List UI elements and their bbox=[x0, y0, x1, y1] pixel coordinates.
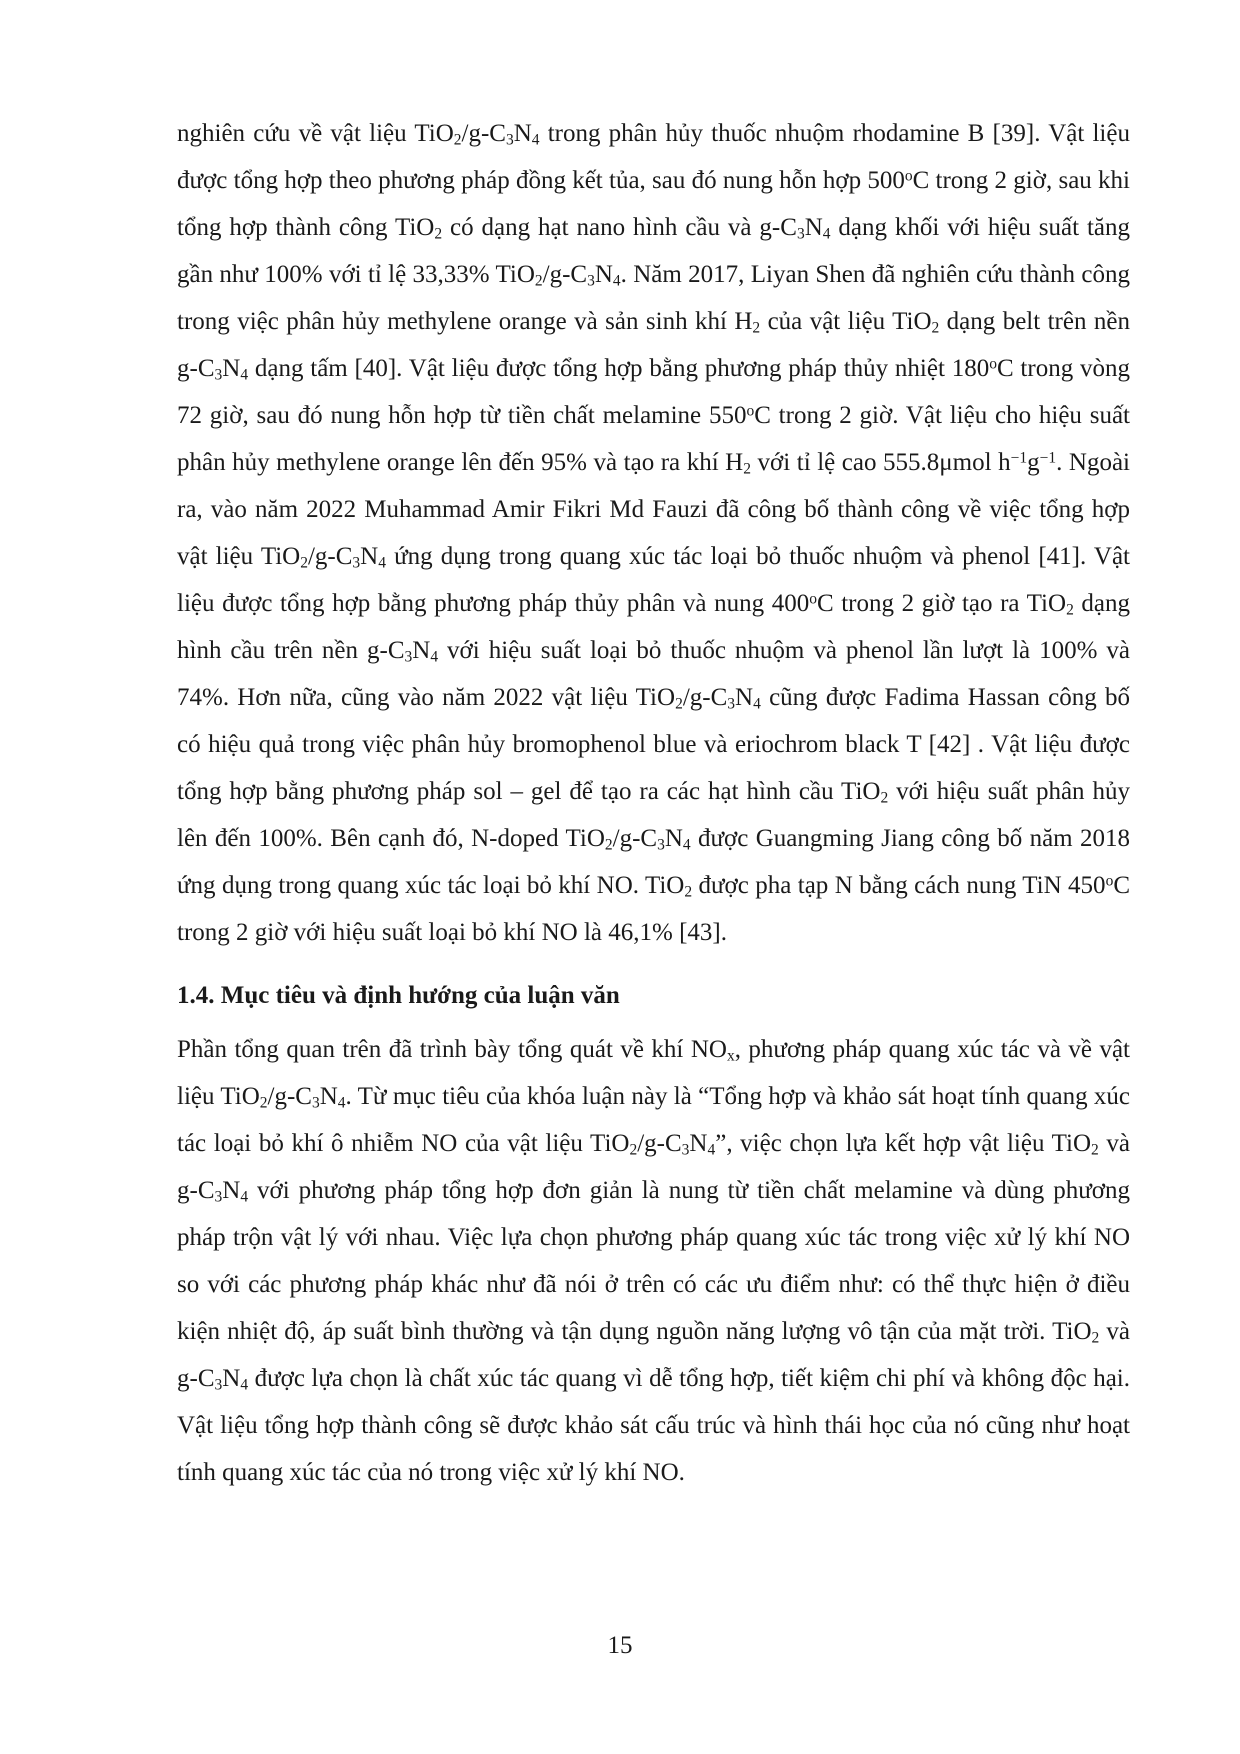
subscript: 4 bbox=[240, 366, 249, 384]
subscript: 4 bbox=[240, 1188, 249, 1206]
subscript: 2 bbox=[629, 1141, 638, 1159]
text-run: với hiệu suất phân hủy lên đến 100%. Bên cạnh đó, N-doped TiO bbox=[177, 778, 1130, 852]
subscript: 2 bbox=[675, 695, 683, 713]
text-run: N bbox=[222, 1365, 241, 1392]
text-run: /g-C bbox=[307, 543, 353, 570]
subscript: 4 bbox=[612, 272, 621, 290]
text-run: /g-C bbox=[542, 261, 588, 288]
text-run: được Guangming Jiang công bố năm 2018 ứng dụng trong quang xúc tác loại bỏ khí NO. TiO bbox=[177, 825, 1130, 899]
text-run: N bbox=[689, 1130, 708, 1157]
text-run: với phương pháp tổng hợp đơn giản là nung từ tiền chất melamine và dùng phương pháp trộn vật lý với nhau. Việc lựa chọn phương pháp quang xúc tác trong việc xử lý khí NO so với các phương pháp khác như đã nói ở trên có các ưu điểm như: có thể thực hiện ở điều kiện nhiệt độ, áp suất bình thường và tận dụng nguồn năng lượng vô tận của mặt trời. TiO bbox=[177, 1177, 1130, 1345]
subscript: 2 bbox=[684, 883, 693, 901]
subscript: 3 bbox=[587, 272, 595, 290]
text-run: N bbox=[222, 355, 241, 382]
subscript: 3 bbox=[214, 1188, 223, 1206]
text-run: dạng belt trên nền g-C bbox=[177, 308, 1130, 382]
text-run: trong phân hủy thuốc nhuộm rhodamine B [39]. Vật liệu được tổng hợp theo phương pháp đồng kết tủa, sau đó nung hỗn hợp 500 bbox=[177, 120, 1130, 194]
subscript: 3 bbox=[681, 1141, 690, 1159]
text-run: N bbox=[412, 637, 431, 664]
subscript: 2 bbox=[931, 319, 940, 337]
subscript: 3 bbox=[404, 648, 413, 666]
text-run: và g-C bbox=[177, 1318, 1130, 1392]
document-page bbox=[177, 110, 1130, 1496]
text-run: C trong 2 giờ. Vật liệu cho hiệu suất phân hủy methylene orange lên đến 95% và tạo ra khí H bbox=[177, 402, 1131, 476]
subscript: 2 bbox=[604, 836, 613, 854]
subscript: 3 bbox=[727, 695, 736, 713]
text-run: dạng tấm [40]. Vật liệu được tổng hợp bằng phương pháp thủy nhiệt 180 bbox=[248, 355, 990, 382]
section-heading: 1.4. Mục tiêu và định hướng của luận văn bbox=[177, 982, 620, 1009]
text-run: /g-C bbox=[682, 684, 728, 711]
superscript: o bbox=[746, 402, 755, 420]
subscript: 2 bbox=[743, 460, 751, 478]
text-run: của vật liệu TiO bbox=[760, 308, 932, 335]
superscript: o bbox=[989, 355, 997, 373]
subscript: 4 bbox=[753, 695, 761, 713]
subscript: 2 bbox=[300, 554, 308, 572]
subscript: 2 bbox=[752, 319, 761, 337]
text-run: /g-C bbox=[267, 1083, 312, 1110]
subscript: 2 bbox=[1091, 1329, 1100, 1347]
body-paragraph-2 bbox=[177, 1026, 1130, 1496]
subscript: 2 bbox=[534, 272, 543, 290]
superscript: −1 bbox=[1039, 449, 1057, 467]
subscript: 4 bbox=[378, 554, 386, 572]
text-run: C trong 2 giờ tạo ra TiO bbox=[816, 590, 1067, 617]
text-run: N bbox=[804, 214, 823, 241]
text-run: g bbox=[1027, 449, 1040, 476]
subscript: 3 bbox=[311, 1094, 320, 1112]
subscript: x bbox=[726, 1047, 735, 1065]
subscript: 2 bbox=[434, 225, 443, 243]
text-run: /g-C bbox=[461, 120, 506, 147]
text-run: , phương pháp quang xúc tác và về vật liệu TiO bbox=[177, 1036, 1130, 1110]
subscript: 3 bbox=[796, 225, 805, 243]
subscript: 3 bbox=[214, 366, 223, 384]
text-run: nghiên cứu về vật liệu TiO bbox=[177, 120, 454, 147]
text-run: được pha tạp N bằng cách nung TiN 450 bbox=[692, 872, 1106, 899]
text-run: C trong vòng 72 giờ, sau đó nung hỗn hợp từ tiền chất melamine 550 bbox=[177, 355, 1131, 429]
subscript: 3 bbox=[214, 1376, 223, 1394]
subscript: 4 bbox=[430, 648, 439, 666]
text-run: cũng được Fadima Hassan công bố có hiệu quả trong việc phân hủy bromophenol blue và eriochrom black T [42] . Vật liệu được tổng hợp bằng phương pháp sol – gel để tạo ra các hạt hình cầu TiO bbox=[177, 684, 1130, 805]
subscript: 3 bbox=[505, 131, 514, 149]
superscript: o bbox=[904, 167, 913, 185]
subscript: 3 bbox=[657, 836, 665, 854]
text-run: ứng dụng trong quang xúc tác loại bỏ thuốc nhuộm và phenol [41]. Vật liệu được tổng hợp bằng phương pháp thủy phân và nung 400 bbox=[177, 543, 1130, 617]
text-run: . Năm 2017, Liyan Shen đã nghiên cứu thành công trong việc phân hủy methylene orange và sản sinh khí H bbox=[177, 261, 1130, 335]
text-run: dạng khối với hiệu suất tăng gần như 100% với tỉ lệ 33,33% TiO bbox=[177, 214, 1130, 288]
text-run: Phần tổng quan trên đã trình bày tổng quát về khí NO bbox=[177, 1036, 727, 1063]
subscript: 4 bbox=[337, 1094, 346, 1112]
subscript: 2 bbox=[453, 131, 462, 149]
subscript: 4 bbox=[531, 131, 540, 149]
subscript: 2 bbox=[1091, 1141, 1099, 1159]
subscript: 2 bbox=[880, 789, 889, 807]
text-run: với hiệu suất loại bỏ thuốc nhuộm và phenol lần lượt là 100% và 74%. Hơn nữa, cũng vào năm 2022 vật liệu TiO bbox=[177, 637, 1130, 711]
superscript: o bbox=[809, 590, 817, 608]
subscript: 3 bbox=[352, 554, 361, 572]
text-run: và g-C bbox=[177, 1130, 1130, 1204]
text-run: N bbox=[735, 684, 754, 711]
text-run: dạng hình cầu trên nền g-C bbox=[177, 590, 1131, 664]
text-run: có dạng hạt nano hình cầu và g-C bbox=[442, 214, 797, 241]
text-run: N bbox=[360, 543, 379, 570]
subscript: 2 bbox=[1066, 601, 1074, 619]
subscript: 4 bbox=[707, 1141, 716, 1159]
subscript: 2 bbox=[259, 1094, 268, 1112]
text-run: . Từ mục tiêu của khóa luận này là “Tổng hợp và khảo sát hoạt tính quang xúc tác loại bỏ khí ô nhiễm NO của vật liệu TiO bbox=[177, 1083, 1130, 1157]
text-run: N bbox=[513, 120, 532, 147]
text-run: ”, việc chọn lựa kết hợp vật liệu TiO bbox=[715, 1130, 1092, 1157]
text-run: N bbox=[222, 1177, 241, 1204]
text-run: N bbox=[319, 1083, 338, 1110]
body-paragraph-1 bbox=[177, 110, 1130, 956]
text-run: /g-C bbox=[612, 825, 658, 852]
text-run: C trong 2 giờ với hiệu suất loại bỏ khí NO là 46,1% [43]. bbox=[177, 872, 1130, 946]
page-number: 15 bbox=[607, 1632, 633, 1659]
superscript: o bbox=[1105, 872, 1114, 890]
superscript: −1 bbox=[1010, 449, 1028, 467]
text-run: được lựa chọn là chất xúc tác quang vì dễ tổng hợp, tiết kiệm chi phí và không độc hại. Vật liệu tổng hợp thành công sẽ được khảo sát cấu trúc và hình thái học của nó cũng như hoạt tính quang xúc tác của nó trong việc xử lý khí NO. bbox=[177, 1365, 1130, 1486]
text-run: N bbox=[594, 261, 613, 288]
subscript: 4 bbox=[822, 225, 831, 243]
text-run: /g-C bbox=[637, 1130, 682, 1157]
text-run: với tỉ lệ cao 555.8μmol h bbox=[751, 449, 1011, 476]
text-run: C trong 2 giờ, sau khi tổng hợp thành công TiO bbox=[177, 167, 1130, 241]
subscript: 4 bbox=[240, 1376, 249, 1394]
text-run: . Ngoài ra, vào năm 2022 Muhammad Amir Fikri Md Fauzi đã công bố thành công về việc tổng hợp vật liệu TiO bbox=[177, 449, 1130, 570]
subscript: 4 bbox=[682, 836, 691, 854]
text-run: N bbox=[664, 825, 683, 852]
